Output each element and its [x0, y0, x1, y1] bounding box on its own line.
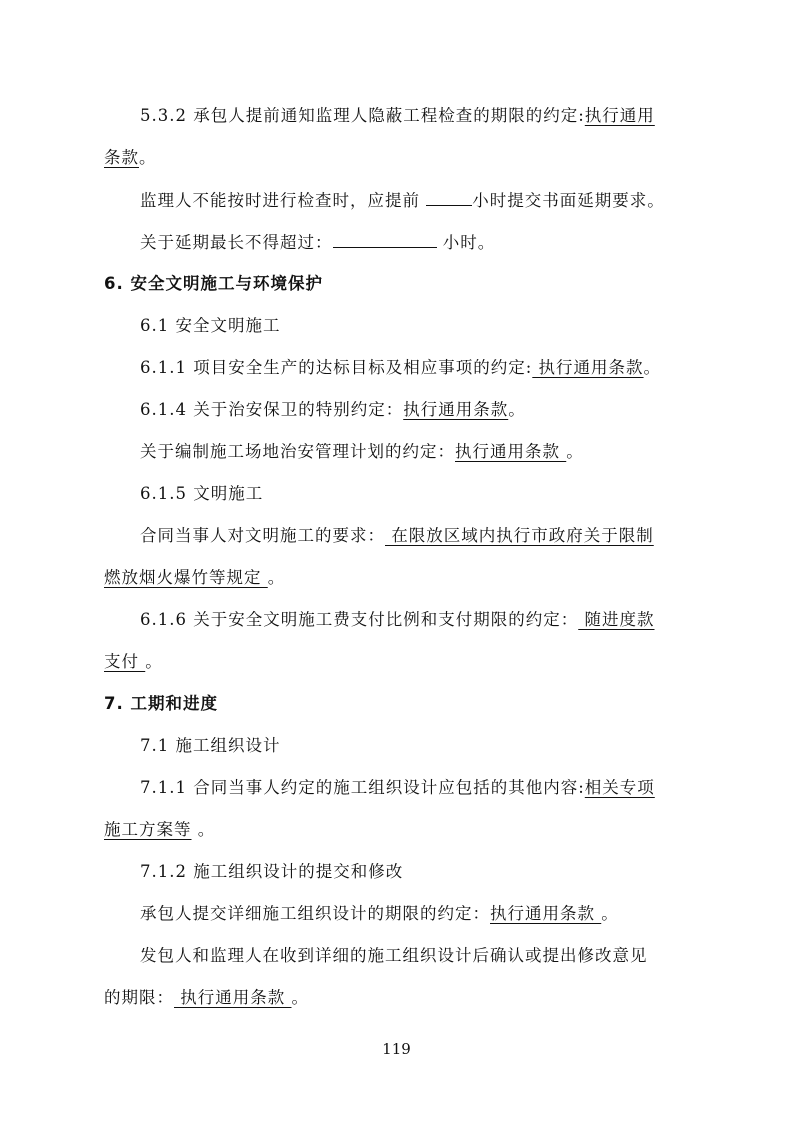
clause-text: 监理人不能按时进行检查时，应提前 [140, 191, 427, 210]
filled-value: 执行通用条款 [174, 988, 292, 1007]
section-heading-6: 6. 安全文明施工与环境保护 [104, 274, 323, 293]
clause-7-1-1-cont [104, 819, 215, 841]
punctuation: 。 [191, 820, 216, 839]
clause-text: 承包人提交详细施工组织设计的期限的约定： [140, 904, 490, 923]
clause-5-3-2 [140, 105, 655, 127]
filled-value: 相关专项 [584, 778, 655, 797]
clause-text: 5.3.2 承包人提前通知监理人隐蔽工程检查的期限的约定: [140, 106, 585, 125]
clause-text: 关于延期最长不得超过： [140, 233, 333, 252]
clause-6-1-1 [140, 357, 661, 379]
filled-value: 施工方案等 [104, 820, 192, 839]
clause-6-1-6-cont [104, 651, 163, 673]
punctuation: 。 [601, 904, 619, 923]
civilized-construction-cont [104, 567, 285, 589]
clause-6-1-4 [140, 399, 526, 421]
subsection-6-1: 6.1 安全文明施工 [140, 316, 281, 335]
filled-value: 条款 [104, 148, 139, 167]
clause-text: 合同当事人对文明施工的要求： [140, 526, 385, 545]
clause-text: 的期限： [104, 988, 174, 1007]
clause-text: 小时提交书面延期要求。 [472, 191, 665, 210]
clause-text: 关于编制施工场地治安管理计划的约定： [140, 442, 455, 461]
filled-value: 执行通用条款 [455, 442, 567, 461]
clause-text: 小时。 [436, 233, 496, 252]
filled-value: 执行通用条款 [490, 904, 602, 923]
security-plan-line [140, 441, 584, 463]
subsection-7-1: 7.1 施工组织设计 [140, 736, 281, 755]
clause-6-1-5: 6.1.5 文明施工 [140, 484, 264, 503]
punctuation: 。 [643, 358, 662, 377]
review-deadline-line: 发包人和监理人在收到详细的施工组织设计后确认或提出修改意见 [140, 946, 648, 965]
punctuation: 。 [267, 568, 286, 587]
filled-value: 燃放烟火爆竹等规定 [104, 568, 268, 587]
punctuation: 。 [139, 148, 157, 167]
punctuation: 。 [145, 652, 163, 671]
punctuation: 。 [508, 400, 526, 419]
punctuation: 。 [566, 442, 584, 461]
inspection-delay-line [140, 189, 665, 212]
review-deadline-cont [104, 987, 309, 1009]
submission-deadline-line [140, 903, 619, 925]
filled-value: 随进度款 [578, 610, 655, 629]
clause-text: 7.1.1 合同当事人约定的施工组织设计应包括的其他内容: [140, 778, 585, 797]
clause-7-1-1 [140, 777, 655, 799]
max-delay-line [140, 231, 495, 254]
section-heading-7: 7. 工期和进度 [104, 694, 218, 713]
civilized-construction-line [140, 525, 654, 547]
clause-text: 6.1.6 关于安全文明施工费支付比例和支付期限的约定： [140, 610, 579, 629]
clause-7-1-2: 7.1.2 施工组织设计的提交和修改 [140, 862, 404, 881]
clause-5-3-2-cont [104, 147, 157, 169]
blank-field [333, 231, 437, 248]
filled-value: 在限放区域内执行市政府关于限制 [385, 526, 654, 545]
clause-6-1-6 [140, 609, 654, 631]
filled-value: 执行通用 [584, 106, 655, 125]
filled-value: 执行通用条款 [532, 358, 644, 377]
punctuation: 。 [291, 988, 309, 1007]
filled-value: 支付 [104, 652, 146, 671]
filled-value: 执行通用条款 [403, 400, 509, 419]
blank-field [426, 189, 472, 206]
clause-text: 6.1.4 关于治安保卫的特别约定： [140, 400, 404, 419]
page-number: 119 [382, 1040, 411, 1058]
clause-text: 6.1.1 项目安全生产的达标目标及相应事项的约定: [140, 358, 533, 377]
